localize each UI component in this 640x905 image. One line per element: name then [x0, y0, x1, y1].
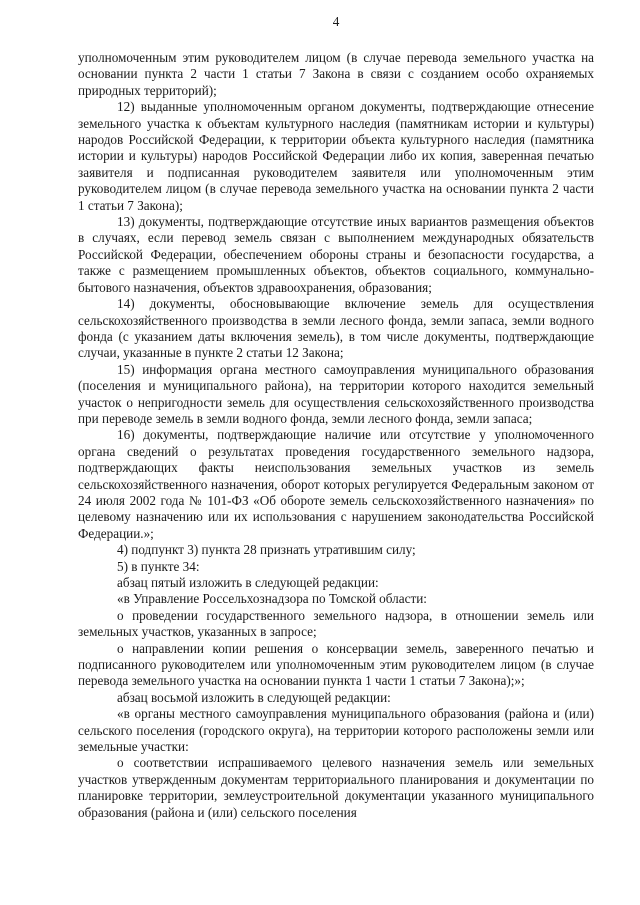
- paragraph-land-purpose-compliance: о соответствии испрашиваемого целевого назначения земель или земельных участков утвержденным документам территориального планирования и документации по планировке территории, землеустроительной документации указанного муниципального образования (района и (или) сельского поселения: [78, 755, 594, 820]
- document-body: [78, 50, 594, 821]
- paragraph-continuation: уполномоченным этим руководителем лицом (в случае перевода земельного участка на основании пункта 2 части 1 статьи 7 Закона в связи с созданием особо охраняемых природных территорий);: [78, 50, 594, 98]
- paragraph-land-supervision: о проведении государственного земельного надзора, в отношении земель или земельных участков, указанных в запросе;: [78, 607, 594, 640]
- paragraph-subitem-4: 4) подпункт 3) пункта 28 признать утратившим силу;: [117, 542, 416, 558]
- paragraph-item-15: 15) информация органа местного самоуправления муниципального образования (поселения и муниципального района), на территории которого находится земельный участок о непригодности земель для осуществления сельскохозяйственного производства при переводе земель в земли водного фонда, земли лесного фонда, земли запаса;: [78, 361, 594, 426]
- paragraph-abzac-5-intro: абзац пятый изложить в следующей редакции:: [117, 575, 379, 590]
- paragraph-local-government: «в органы местного самоуправления муниципального образования (района и (или) сельского поселения (городского округа), на территории которого расположены земли или земельные участки:: [78, 706, 594, 755]
- paragraph-item-12: 12) выданные уполномоченным органом документы, подтверждающие отнесение земельного участка к объектам культурного наследия (памятникам истории и культуры) народов Российской Федерации, к территории объекта культурного наследия (памятника истории и культуры) народов Российской Федерации либо их копия, заверенная печатью заявителя и подписанная руководителем заявителя или уполномоченным этим руководителем лицом (в случае перевода земельного участка на основании пункта 2 части 1 статьи 7 Закона);: [78, 99, 594, 213]
- paragraph-conservation-copy: о направлении копии решения о консервации земель, заверенного печатью и подписанного руководителем или уполномоченным этим руководителем лицом (в случае перевода земельного участка на основании пункта 1 части 1 статьи 7 Закона);»;: [78, 640, 594, 689]
- paragraph-abzac-8-intro: абзац восьмой изложить в следующей редакции:: [117, 689, 391, 705]
- paragraph-item-16: 16) документы, подтверждающие наличие или отсутствие у уполномоченного органа сведений о результатах проведения государственного земельного надзора, подтверждающих факты неиспользования земельных участков из земель сельскохозяйственного назначения, оборот которых регулируется Федеральным законом от 24 июля 2002 года № 101-ФЗ «Об обороте земель сельскохозяйственного назначения» по целевому назначению или их использования с нарушением законодательства Российской Федерации.»;: [78, 427, 594, 541]
- paragraph-item-13: 13) документы, подтверждающие отсутствие иных вариантов размещения объектов в случаях, если перевод земель связан с выполнением международных обязательств Российской Федерации, обеспечением обороны страны и безопасности государства, а также с размещением промышленных объектов, объектов социального, коммунально-бытового назначения, объектов здравоохранения, образования;: [78, 214, 594, 295]
- paragraph-subitem-5: 5) в пункте 34:: [117, 558, 200, 574]
- page-number: 4: [332, 14, 340, 29]
- paragraph-rosselkhoznadzor: «в Управление Россельхознадзора по Томской области:: [117, 591, 427, 607]
- paragraph-item-14: 14) документы, обосновывающие включение земель для осуществления сельскохозяйственного производства в земли лесного фонда, земли запаса, земли водного фонда (с указанием даты включения земель), в том числе документы, подтверждающие случаи, указанные в пункте 2 статьи 12 Закона;: [78, 296, 594, 361]
